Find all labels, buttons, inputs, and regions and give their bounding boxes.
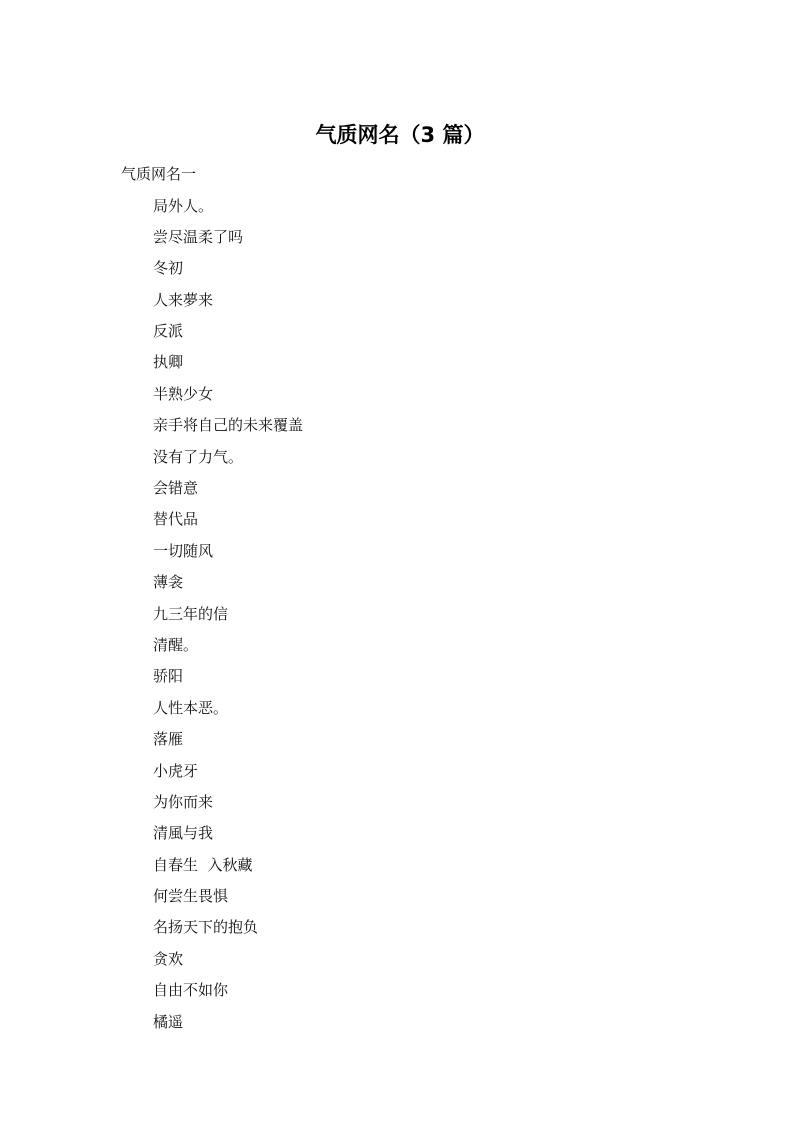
list-item: 人来夢来: [153, 290, 214, 309]
list-item: 何尝生畏惧: [153, 887, 229, 906]
section-heading: 气质网名一: [121, 165, 197, 183]
list-item: 冬初: [153, 259, 184, 278]
list-item: 亲手将自己的未来覆盖: [153, 416, 304, 435]
list-item: 薄衾: [153, 573, 184, 592]
list-item: 半熟少女: [153, 384, 214, 403]
list-item: 为你而来: [153, 792, 214, 811]
list-item: 尝尽温柔了吗: [153, 227, 244, 246]
list-item: 自春生 入秋藏: [153, 855, 253, 874]
list-item: 局外人。: [153, 196, 214, 215]
name-list: [153, 194, 303, 1042]
list-item: 骄阳: [153, 667, 184, 686]
list-item: 贪欢: [153, 949, 184, 968]
list-item: 替代品: [153, 510, 199, 529]
list-item: 落雁: [153, 730, 184, 749]
list-item: 反派: [153, 322, 184, 341]
list-item: 清醒。: [153, 635, 199, 654]
list-item: 执卿: [153, 353, 184, 372]
list-item: 小虎牙: [153, 761, 199, 780]
list-item: 人性本恶。: [153, 698, 229, 717]
list-item: 橘遥: [153, 1012, 184, 1031]
list-item: 清風与我: [153, 824, 214, 843]
document-title: 气质网名（3 篇）: [315, 123, 485, 147]
list-item: 九三年的信: [153, 604, 229, 623]
list-item: 没有了力气。: [153, 447, 244, 466]
list-item: 自由不如你: [153, 981, 229, 1000]
list-item: 会错意: [153, 479, 199, 498]
list-item: 一切随风: [153, 541, 214, 560]
list-item: 名扬天下的抱负: [153, 918, 259, 937]
